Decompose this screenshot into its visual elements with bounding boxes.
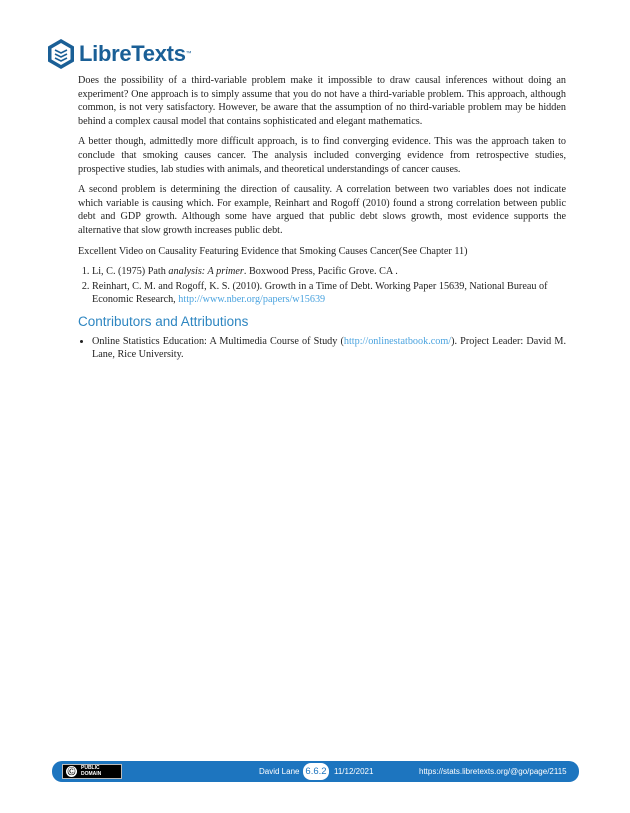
libretexts-logo-icon [46,38,76,70]
contributor-item: • Online Statistics Education: A Multimedia Course of Study (http://onlinestatbook.com/). Project Leader: David M. Lane, Rice University. [92,335,566,362]
onlinestatbook-link[interactable]: http://onlinestatbook.com/ [343,335,452,347]
contributors-heading: Contributors and Attributions [78,313,249,329]
references-list [78,265,566,307]
page-content [78,74,566,362]
footer-url[interactable]: https://stats.libretexts.org/@go/page/2115 [419,767,567,776]
footer-page-number: 6.6.2 [303,763,329,780]
paragraph-direction-of-causality: A second problem is determining the direction of causality. A correlation between two variables does not indicate which variable is causing which. For example, Reinhart and Rogoff (2010) found a strong correlation between public debt and GDP growth. Although some have argued that public debt slows growth, most evidence supports the alternative that slow growth increases public debt. [78,184,566,236]
badge-line-1: PUBLIC [81,765,100,771]
public-domain-icon: Ⓒ [67,767,76,776]
libretexts-logo[interactable] [46,38,192,70]
video-link-text[interactable]: Excellent Video on Causality Featuring Evidence that Smoking Causes Cancer(See Chapter 11) [78,245,468,257]
contributors-list [78,335,566,362]
logo-trademark: ™ [185,51,192,57]
paragraph-converging-evidence: A better though, admittedly more difficult approach, is to find converging evidence. This was the approach taken to conclude that smoking causes cancer. The analysis included converging evidence from retrospective studies, prospective studies, lab studies with animals, and theoretical understandings of cancer causes. [78,136,566,175]
reference-title: analysis: A primer [168,266,244,278]
footer-date: 11/12/2021 [334,767,374,776]
page-footer [52,761,579,782]
logo-wordmark: LibreTexts [79,41,186,66]
paragraph-third-variable: Does the possibility of a third-variable problem make it impossible to draw causal inferences without doing an experiment? One approach is to simply assume that you do not have a third-variable problem. This approach, although common, is not very satisfactory. However, be aware that the assumption of no third-variable problem may be hidden behind a complex causal model that contains sophisticated and elegant mathematics. [78,75,566,127]
footer-author: David Lane [259,767,300,776]
public-domain-badge[interactable] [62,764,122,779]
reference-item: 2. Reinhart, C. M. and Rogoff, K. S. (2010). Growth in a Time of Debt. Working Paper 15639, National Bureau of Economic Research, http://www.nber.org/papers/w15639 [92,280,566,307]
nber-link[interactable]: http://www.nber.org/papers/w15639 [178,294,326,306]
badge-line-2: DOMAIN [81,770,102,777]
reference-item: 1. Li, C. (1975) Path analysis: A primer. Boxwood Press, Pacific Grove. CA . [92,265,566,279]
